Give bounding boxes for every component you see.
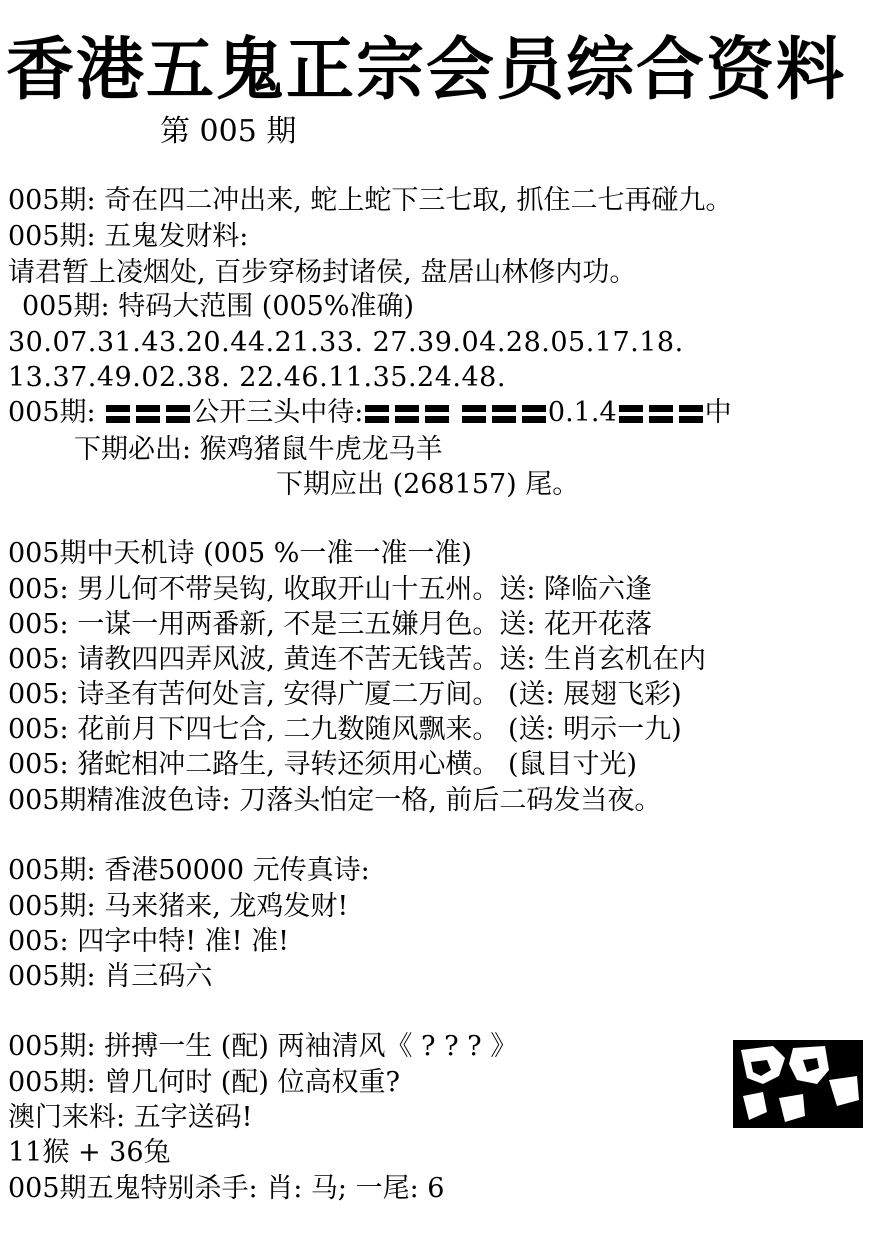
portrait-photo [733,1040,863,1128]
text-line: 请君暂上凌烟处, 百步穿杨封诸侯, 盘居山林修内功。 [8,257,637,288]
text-line: 005期: 特码大范围 (005%准确) [22,291,415,322]
text-line: 005: 四字中特! 准! 准! [8,926,289,957]
text-line: 005期中天机诗 (005 %一准一准一准) [8,538,472,569]
text-segment: 中 [704,397,732,428]
text-line: 005: 猪蛇相冲二路生, 寻转还须用心横。 (鼠目寸光) [8,749,638,780]
text-line: 005期: 香港50000 元传真诗: [8,855,370,886]
text-line: 005期: 肖三码六 [8,961,213,992]
text-line: 005期: 奇在四二冲出来, 蛇上蛇下三七取, 抓住二七再碰九。 [8,185,733,216]
text-line: 005期: 曾几何时 (配) 位高权重? [8,1067,400,1098]
text-line: 005: 请教四四弄风波, 黄连不苦无钱苦。送: 生肖玄机在内 [8,644,707,675]
text-line: 005期: 拼搏一生 (配) 两袖清风《 ? ? ? 》 [8,1031,518,1062]
issue-number: 第 005 期 [160,114,297,149]
number-list: 30.07.31.43.20.44.21.33. 27.39.04.28.05.17.18. [8,327,684,358]
text-line: 005: 诗圣有苦何处言, 安得广厦二万间。 (送: 展翅飞彩) [8,679,682,710]
text-line: 005期: 五鬼发财料: [8,221,249,252]
text-line: 下期必出: 猴鸡猪鼠牛虎龙马羊 [74,434,443,465]
text-line: 005期五鬼特别杀手: 肖: 马; 一尾: 6 [8,1173,445,1204]
text-line: 005: 男儿何不带吴钩, 收取开山十五州。送: 降临六逢 [8,574,653,605]
text-line: 005: 花前月下四七合, 二九数随风飘来。 (送: 明示一九) [8,714,682,745]
redacted-bars [462,403,546,425]
text-segment: 公开三头中待: [192,397,364,428]
text-line: 下期应出 (268157) 尾。 [276,469,580,500]
redacted-bars [106,403,190,425]
page-title: 香港五鬼正宗会员综合资料 [6,31,847,110]
text-segment: 0.1.4 [547,397,617,428]
redacted-bars [365,403,449,425]
text-line: 005期精准波色诗: 刀落头怕定一格, 前后二码发当夜。 [8,785,662,816]
text-line: 005: 一谋一用两番新, 不是三五嫌月色。送: 花开花落 [8,609,653,640]
text-line: 11猴 + 36兔 [8,1137,171,1168]
text-segment: 005期: [8,397,105,428]
text-line: 005期: 马来猪来, 龙鸡发财! [8,891,349,922]
number-list: 13.37.49.02.38. 22.46.11.35.24.48. [8,362,506,393]
text-line: 澳门来料: 五字送码! [8,1102,253,1133]
head-numbers-line [8,396,732,430]
redacted-bars [619,403,703,425]
